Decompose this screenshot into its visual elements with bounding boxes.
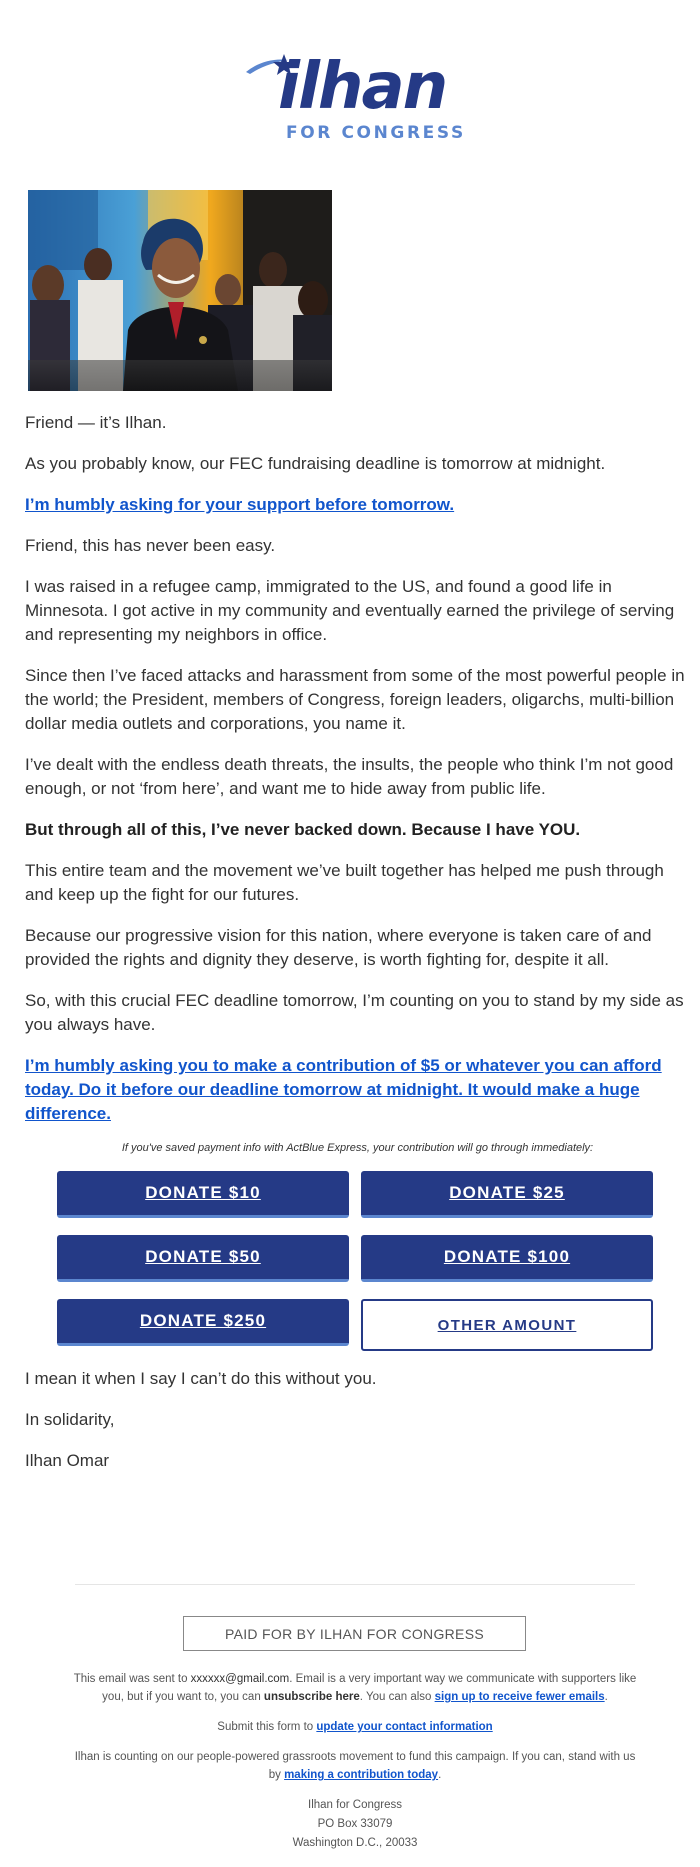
notice-text: . (604, 1691, 608, 1703)
bold-statement: But through all of this, I’ve never backed down. Because I have YOU. (25, 820, 581, 839)
body-paragraph: I’ve dealt with the endless death threats, the insults, the people who think I’m not good enough, or not ‘from here’, and want me to hide away from public life. (25, 755, 674, 798)
notice-text: Submit this form to (217, 1721, 317, 1733)
footer-divider (75, 1584, 635, 1585)
paid-for-disclaimer: PAID FOR BY ILHAN FOR CONGRESS (183, 1616, 526, 1651)
signature: Ilhan Omar (25, 1451, 110, 1470)
cta-support-paragraph (25, 493, 690, 517)
subscription-notice (70, 1670, 640, 1706)
notice-text: Ilhan is counting on our people-powered grassroots movement to fund this campaign. If you can, stand with us by (74, 1751, 636, 1781)
address-line: Ilhan for Congress (308, 1799, 402, 1811)
donate-50-button[interactable]: DONATE $50 (57, 1235, 349, 1282)
notice-text: . You can also (359, 1691, 435, 1703)
update-contact-link[interactable]: update your contact information (316, 1721, 493, 1733)
sign-off: In solidarity, (25, 1410, 115, 1429)
contribution-link[interactable]: making a contribution today (284, 1769, 439, 1781)
body-paragraph: Friend, this has never been easy. (25, 536, 276, 555)
body-paragraph: This entire team and the movement we’ve built together has helped me push through and keep up the fight for our futures. (25, 861, 664, 904)
cta-contribution-link[interactable]: I’m humbly asking you to make a contribution of $5 or whatever you can afford today. Do it before our deadline tomorrow at midnight. It would make a huge difference. (25, 1056, 662, 1123)
greeting: Friend — it’s Ilhan. (25, 413, 167, 432)
donate-10-button[interactable]: DONATE $10 (57, 1171, 349, 1218)
notice-text: . (438, 1769, 442, 1781)
donate-100-button[interactable]: DONATE $100 (361, 1235, 653, 1282)
other-amount-button[interactable]: OTHER AMOUNT (361, 1299, 653, 1351)
body-paragraph: Since then I’ve faced attacks and harassment from some of the most powerful people in the world; the President, members of Congress, foreign leaders, oligarchs, multi-billion dollar media outlets and corporations, you name it. (25, 666, 685, 733)
address-line: PO Box 33079 (317, 1818, 393, 1830)
update-contact-notice (70, 1718, 640, 1736)
fewer-emails-link[interactable]: sign up to receive fewer emails (434, 1691, 605, 1703)
notice-text: . Email is a very important way we communicate with supporters like you, but if you want to, you can (102, 1673, 637, 1703)
email-footer (70, 1670, 640, 1853)
cta-contribution-paragraph (25, 1054, 690, 1126)
email-body (25, 411, 690, 1490)
closing-line: I mean it when I say I can’t do this without you. (25, 1369, 377, 1388)
mailing-address (70, 1796, 640, 1853)
cta-support-link[interactable]: I’m humbly asking for your support before tomorrow. (25, 495, 455, 514)
logo-wordmark (236, 44, 472, 124)
body-paragraph: Because our progressive vision for this nation, where everyone is taken care of and provided the rights and dignity they deserve, is worth fighting for, despite it all. (25, 926, 652, 969)
recipient-email: xxxxxx@gmail.com (190, 1673, 290, 1685)
unsubscribe-link[interactable]: unsubscribe here (263, 1691, 360, 1703)
notice-text: This email was sent to (73, 1673, 191, 1685)
body-paragraph: I was raised in a refugee camp, immigrated to the US, and found a good life in Minnesota. I got active in my community and eventually earned the privilege of serving and representing my neighbors in office. (25, 577, 675, 644)
candidate-photo (28, 190, 332, 391)
actblue-express-note: If you've saved payment info with ActBlue Express, your contribution will go through immediately: (121, 1142, 594, 1154)
donate-buttons (57, 1171, 651, 1351)
donate-25-button[interactable]: DONATE $25 (361, 1171, 653, 1218)
body-paragraph: So, with this crucial FEC deadline tomorrow, I’m counting on you to stand by my side as you always have. (25, 991, 684, 1034)
body-paragraph: As you probably know, our FEC fundraising deadline is tomorrow at midnight. (25, 454, 606, 473)
logo-subtitle: FOR CONGRESS (286, 123, 466, 143)
address-line: Washington D.C., 20033 (292, 1837, 418, 1849)
svg-text:ilhan: ilhan (278, 50, 447, 124)
campaign-logo[interactable] (236, 44, 472, 144)
donate-250-button[interactable]: DONATE $250 (57, 1299, 349, 1346)
grassroots-notice (70, 1748, 640, 1784)
